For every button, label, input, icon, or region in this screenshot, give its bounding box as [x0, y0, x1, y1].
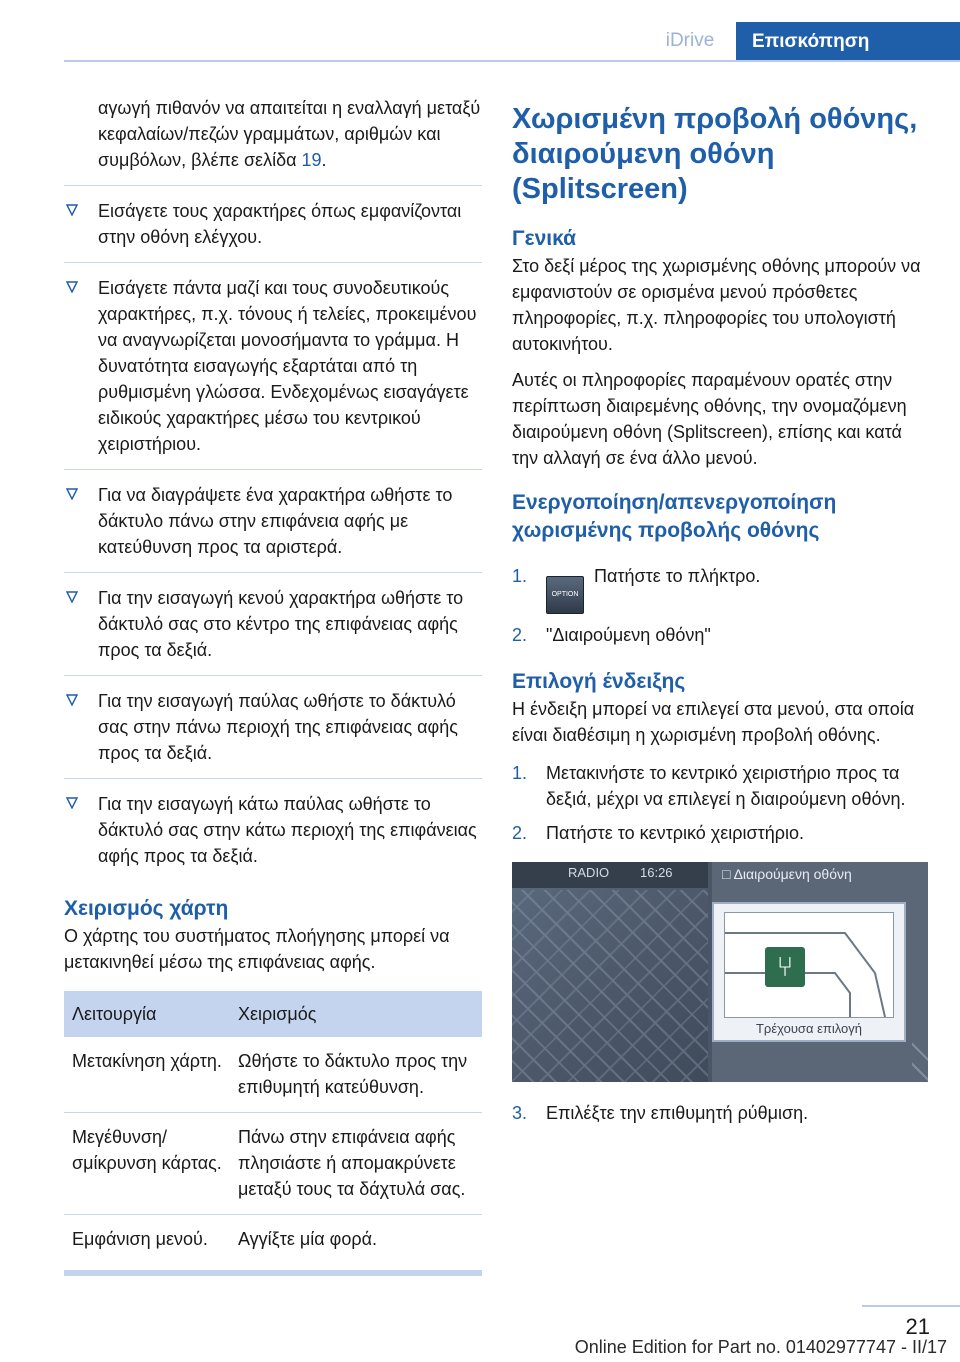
- bullet-text: Για την εισαγωγή κενού χαρακτήρα ωθήστε το δάκτυλό σας στο κέντρο της επιφάνειας αφής προς τα δεξιά.: [98, 588, 464, 660]
- step-number: 2.: [512, 625, 528, 645]
- map-pattern: [512, 890, 708, 1082]
- table-cell: Μεγέθυνση/σμίκρυνση κάρτας.: [64, 1113, 230, 1215]
- footer-rule: [862, 1305, 960, 1307]
- triangle-bullet-icon: [66, 591, 78, 603]
- bullet-text: Εισάγετε πάντα μαζί και τους συνοδευτικούς χαρακτήρες, π.χ. τόνους ή τελείες, προκειμένου να αναγνωρίζεται μονοσήμαντα το γράμμα. Η δυνατότητα εισαγωγής εξαρτάται από τη ρυθμισμένη γλώσσα. Ενδεχομένως εισαγάγετε ειδικούς χαρακτήρες μέσω του κεντρικού χειριστήριου.: [98, 278, 477, 454]
- step-number: 2.: [512, 823, 528, 843]
- select-paragraph: Η ένδειξη μπορεί να επιλεγεί στα μενού, στα οποία είναι διαθέσιμη η χωρισμένη προβολή οθόνης.: [512, 699, 915, 745]
- table-header-cell: Λειτουργία: [64, 991, 230, 1037]
- split-panel-title: □ Διαιρούμενη οθόνη: [722, 866, 852, 882]
- navigation-preview: [724, 912, 894, 1018]
- bullet-item: [64, 675, 482, 778]
- screen-main-area: [512, 862, 708, 1082]
- bullet-item: [64, 778, 482, 881]
- screen-split-panel: [712, 862, 928, 1082]
- table-row: [64, 1113, 482, 1215]
- route-lines-icon: [725, 913, 893, 1017]
- general-heading: Γενικά: [512, 227, 577, 250]
- table-row: [64, 1215, 482, 1265]
- map-heading: Χειρισμός χάρτη: [64, 897, 229, 920]
- triangle-bullet-icon: [66, 694, 78, 706]
- right-column: [512, 102, 928, 1126]
- page-number: 21: [905, 1314, 930, 1339]
- triangle-bullet-icon: [66, 204, 78, 216]
- bullet-text: Για να διαγράψετε ένα χαρακτήρα ωθήστε το δάκτυλο πάνω στην επιφάνεια αφής με κατεύθυνση προς τα αριστερά.: [98, 485, 453, 557]
- select-step: [512, 760, 928, 812]
- table-cell: Μετακίνηση χάρτη.: [64, 1037, 230, 1113]
- left-column: [64, 95, 482, 1276]
- table-row: [64, 1037, 482, 1113]
- table-cell: Εμφάνιση μενού.: [72, 1229, 208, 1249]
- bullet-text: Για την εισαγωγή παύλας ωθήστε το δάκτυλό σας στην πάνω περιοχή της επιφάνειας αφής προς τα δεξιά.: [98, 691, 458, 763]
- activate-step: [512, 622, 928, 648]
- general-paragraph-1: Στο δεξί μέρος της χωρισμένης οθόνης μπορούν να εμφανιστούν σε ορισμένα μενού πρόσθετες πληροφορίες, π.χ. πληροφορίες του υπολογιστή αυτοκινήτου.: [512, 256, 921, 354]
- step-text: Επιλέξτε την επιθυμητή ρύθμιση.: [546, 1103, 809, 1123]
- table-cell: Πάνω στην επιφάνεια αφής πλησιάστε ή απομακρύνετε μεταξύ τους τα δάχτυλά σας.: [230, 1113, 482, 1215]
- header-section-label: iDrive: [665, 30, 715, 51]
- intro-paragraph: [64, 95, 482, 173]
- edition-note: Online Edition for Part no. 01402977747 - II/17: [574, 1337, 947, 1357]
- header-rule: [64, 60, 960, 62]
- activate-heading: Ενεργοποίηση/απενεργοποίηση χωρισμένης προβολής οθόνης: [512, 491, 837, 542]
- select-heading: Επιλογή ένδειξης: [512, 670, 686, 693]
- bullet-item: [64, 185, 482, 262]
- step-text: Πατήστε το κεντρικό χειριστήριο.: [546, 823, 804, 843]
- step-number: 3.: [512, 1103, 528, 1123]
- step-text: Πατήστε το πλήκτρο.: [594, 566, 761, 586]
- page-link[interactable]: 19: [301, 150, 322, 170]
- split-panel-pattern: [912, 1042, 928, 1082]
- step-number: 1.: [512, 763, 528, 783]
- intro-text: αγωγή πιθανόν να απαιτείται η εναλλαγή μεταξύ κεφαλαίων/πεζών γραμμάτων, αριθμών και συμβόλων, βλέπε σελίδα: [98, 98, 481, 170]
- bullet-item: [64, 572, 482, 675]
- screen-clock: 16:26: [640, 865, 673, 880]
- page-header: [0, 0, 960, 62]
- splitscreen-screenshot: [512, 862, 928, 1082]
- split-panel-preview: [712, 902, 906, 1042]
- header-chapter-tab: Επισκόπηση: [736, 22, 960, 62]
- map-controls-table: [64, 991, 482, 1264]
- table-bottom-rule: [64, 1270, 482, 1276]
- map-paragraph: Ο χάρτης του συστήματος πλοήγησης μπορεί να μετακινηθεί μέσω της επιφάνειας αφής.: [64, 926, 450, 972]
- bullet-text: Για την εισαγωγή κάτω παύλας ωθήστε το δάκτυλό σας στην κάτω περιοχή της επιφάνειας αφής προς τα δεξιά.: [98, 794, 477, 866]
- bullet-text: Εισάγετε τους χαρακτήρες όπως εμφανίζονται στην οθόνη ελέγχου.: [98, 201, 462, 247]
- section-title: Χωρισμένη προβολή οθόνης, διαιρούμενη οθόνη (Splitscreen): [512, 103, 918, 205]
- table-cell: Ωθήστε το δάκτυλο προς την επιθυμητή κατεύθυνση.: [230, 1037, 482, 1113]
- screen-status-bar: [512, 862, 708, 888]
- triangle-bullet-icon: [66, 488, 78, 500]
- screen-radio-label: RADIO: [568, 865, 610, 880]
- final-step: [512, 1100, 928, 1126]
- step-number: 1.: [512, 566, 528, 586]
- table-header-cell: Χειρισμός: [230, 991, 482, 1037]
- triangle-bullet-icon: [66, 281, 78, 293]
- table-cell: Αγγίξτε μία φορά.: [238, 1229, 377, 1249]
- intro-end: .: [321, 150, 327, 170]
- general-paragraph-2: Αυτές οι πληροφορίες παραμένουν ορατές στην περίπτωση διαιρεμένης οθόνης, την ονομαζόμενη διαιρούμενη οθόνη (Splitscreen), επίσης και κατά την αλλαγή σε ένα άλλο μενού.: [512, 370, 907, 468]
- table-header-row: [64, 991, 482, 1037]
- turn-arrow-icon: ⑂: [765, 947, 805, 987]
- triangle-bullet-icon: [66, 797, 78, 809]
- step-text: "Διαιρούμενη οθόνη": [546, 625, 711, 645]
- bullet-item: [64, 469, 482, 572]
- activate-step: [512, 563, 928, 614]
- select-step: [512, 820, 928, 846]
- option-button-icon: OPTION: [546, 576, 584, 614]
- step-text: Μετακινήστε το κεντρικό χειριστήριο προς τα δεξιά, μέχρι να επιλεγεί η διαιρούμενη οθόνη.: [546, 763, 906, 809]
- bullet-item: [64, 262, 482, 469]
- split-panel-caption: Τρέχουσα επιλογή: [755, 1021, 862, 1036]
